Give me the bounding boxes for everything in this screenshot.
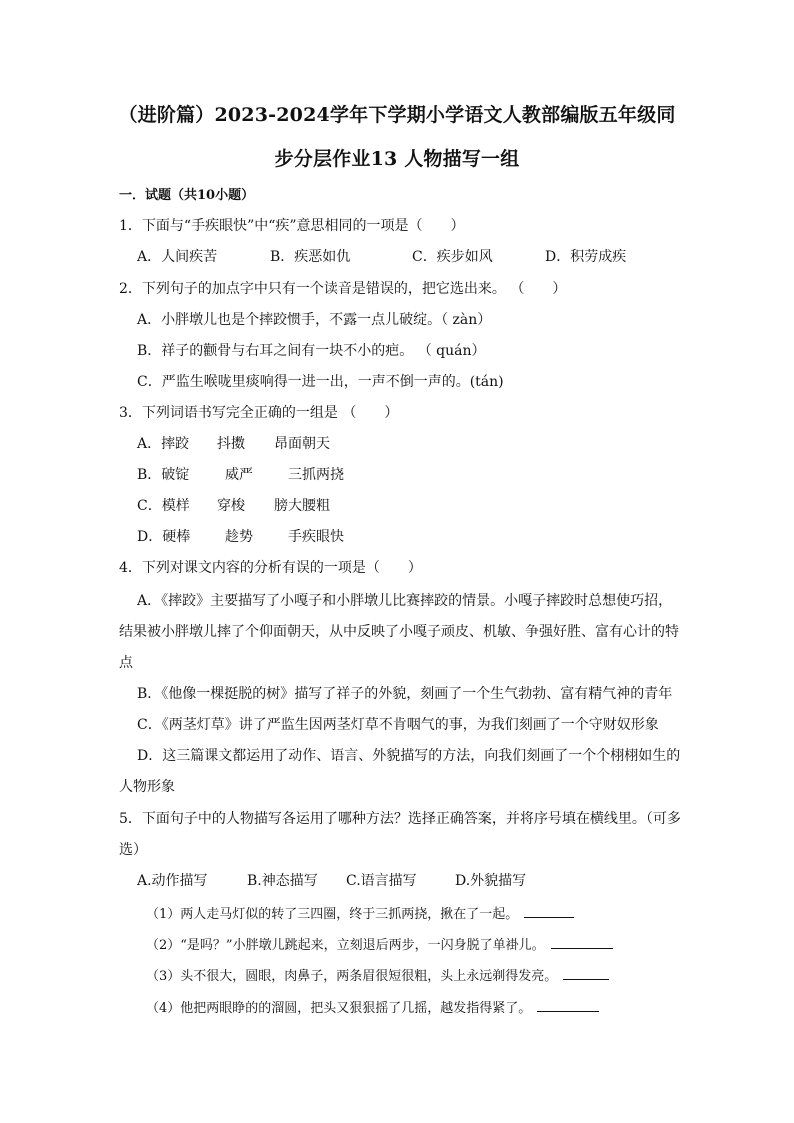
question-2-stem: 2．下列句子的加点字中只有一个读音是错误的，把它选出来。 （ ） xyxy=(119,281,567,297)
question-4-option-c: C．《两茎灯草》讲了严监生因两茎灯草不肯咽气的事，为我们刻画了一个守财奴形象 xyxy=(137,717,659,733)
answer-blank-4[interactable] xyxy=(537,997,599,1012)
question-5-item-4 xyxy=(146,997,599,1019)
section-heading: 一．试题（共10小题） xyxy=(119,188,255,203)
question-4-option-a-line3: 点 xyxy=(119,655,133,671)
question-4-stem: 4．下列对课文内容的分析有误的一项是（ ） xyxy=(119,560,422,576)
question-5-stem-line2: 选） xyxy=(119,842,147,858)
question-1-option-d: D．积劳成疾 xyxy=(545,249,627,265)
question-4-option-a-line2: 结果被小胖墩儿摔了个仰面朝天，从中反映了小嘎子顽皮、机敏、争强好胜、富有心计的特 xyxy=(119,624,679,640)
question-3-a-word1: A．摔跤 xyxy=(137,436,190,452)
question-5-option-a: A.动作描写 xyxy=(137,873,208,889)
question-3-c-word1: C．模样 xyxy=(137,498,190,514)
question-4-option-d-line2: 人物形象 xyxy=(119,779,175,795)
question-3-d-word1: D．硬棒 xyxy=(137,529,191,545)
question-2-option-a: A．小胖墩儿也是个摔跤惯手，不露一点儿破绽。（ zàn） xyxy=(137,312,492,328)
question-5-option-b: B.神态描写 xyxy=(247,873,318,889)
question-3-d-word3: 手疾眼快 xyxy=(288,529,344,545)
question-3-c-word3: 膀大腰粗 xyxy=(274,498,330,514)
question-3-b-word2: 威严 xyxy=(225,467,253,483)
question-1-option-b: B．疾恶如仇 xyxy=(270,249,351,265)
question-5-option-d: D.外貌描写 xyxy=(455,873,527,889)
question-4-option-b: B．《他像一棵挺脱的树》描写了祥子的外貌，刻画了一个生气勃勃、富有精气神的青年 xyxy=(137,686,673,702)
question-3-stem: 3．下列词语书写完全正确的一组是 （ ） xyxy=(119,405,399,421)
answer-blank-2[interactable] xyxy=(551,934,613,949)
question-5-item-2 xyxy=(146,934,613,956)
question-2-option-c: C．严监生喉咙里痰响得一进一出，一声不倒一声的。(tán) xyxy=(137,374,504,390)
question-3-a-word3: 昂面朝天 xyxy=(274,436,330,452)
question-5-option-c: C.语言描写 xyxy=(346,873,417,889)
question-5-item-1-text: （1）两人走马灯似的转了三四圈，终于三抓两挠，揪在了一起。 xyxy=(146,907,519,922)
question-5-item-3 xyxy=(146,965,609,987)
answer-blank-3[interactable] xyxy=(563,965,609,980)
question-5-item-4-text: （4）他把两眼睁的的溜圆，把头又狠狠摇了几摇，越发指得紧了。 xyxy=(146,1001,532,1016)
question-1-option-c: C．疾步如风 xyxy=(412,249,493,265)
question-3-d-word2: 趁势 xyxy=(225,529,253,545)
question-1-stem: 1．下面与“手疾眼快”中“疾”意思相同的一项是（ ） xyxy=(119,218,465,234)
document-title-line2: 步分层作业13 人物描写一组 xyxy=(274,148,520,170)
question-5-item-3-text: （3）头不很大，圆眼，肉鼻子，两条眉很短很粗，头上永远剃得发亮。 xyxy=(146,969,558,984)
question-5-item-1 xyxy=(146,903,574,925)
question-5-item-2-text: （2）“是吗？”小胖墩儿跳起来，立刻退后两步，一闪身脱了单褂儿。 xyxy=(146,938,545,953)
answer-blank-1[interactable] xyxy=(524,903,574,918)
question-1-option-a: A．人间疾苦 xyxy=(137,249,218,265)
question-5-stem-line1: 5．下面句子中的人物描写各运用了哪种方法？选择正确答案，并将序号填在横线里。（可多 xyxy=(119,811,681,827)
question-3-a-word2: 抖擞 xyxy=(217,436,245,452)
question-3-b-word3: 三抓两挠 xyxy=(288,467,344,483)
question-4-option-a-line1: A．《摔跤》主要描写了小嘎子和小胖墩儿比赛摔跤的情景。小嘎子摔跤时总想使巧招， xyxy=(137,593,673,609)
question-4-option-d-line1: D．这三篇课文都运用了动作、语言、外貌描写的方法，向我们刻画了一个个栩栩如生的 xyxy=(137,748,681,764)
question-3-b-word1: B．破锭 xyxy=(137,467,190,483)
question-3-c-word2: 穿梭 xyxy=(217,498,245,514)
question-2-option-b: B．祥子的颧骨与右耳之间有一块不小的疤。 （ quán） xyxy=(137,343,486,359)
document-title-line1: （进阶篇）2023-2024学年下学期小学语文人教部编版五年级同 xyxy=(118,104,676,126)
